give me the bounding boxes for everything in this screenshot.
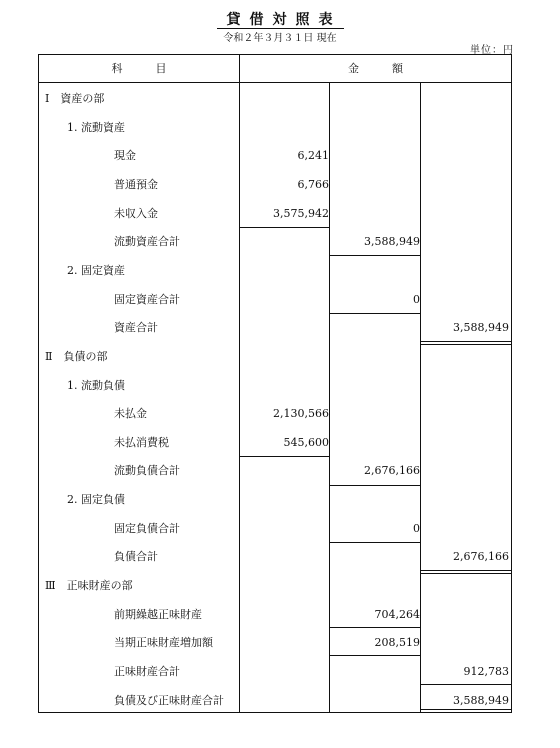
row-label: Ⅱ 負債の部 [45, 349, 108, 363]
table-row [39, 286, 511, 314]
table-row [39, 257, 511, 285]
amount-c1 [241, 286, 329, 314]
table-header [39, 55, 511, 83]
amount-c3: 912,783 [463, 665, 509, 678]
row-label: 未払金 [114, 407, 147, 421]
amount-c1: 6,766 [297, 177, 329, 191]
amount-c1 [241, 257, 329, 285]
amount-c3 [421, 257, 509, 285]
table-row [39, 85, 511, 113]
row-label: 正味財産合計 [114, 665, 180, 678]
amount-c2 [330, 314, 420, 342]
amount-c1 [241, 515, 329, 543]
amount-c1 [241, 572, 329, 600]
amount-c2 [330, 486, 420, 514]
amount-c2 [330, 658, 420, 686]
table-row [39, 114, 511, 142]
row-label: Ⅲ 正味財産の部 [45, 579, 133, 593]
amount-c3 [421, 572, 509, 600]
table-row [39, 142, 511, 170]
amount-c2 [330, 171, 420, 199]
amount-c2: 704,264 [374, 607, 420, 621]
amount-c1 [241, 687, 329, 715]
amount-c3 [421, 429, 509, 457]
amount-c3 [421, 171, 509, 199]
amount-c3: 2,676,166 [453, 550, 509, 564]
amount-c3 [421, 457, 509, 485]
amount-c2: 0 [413, 521, 420, 535]
amount-c2 [330, 114, 420, 142]
amount-c1 [241, 228, 329, 256]
row-label: 流動負債合計 [114, 464, 180, 478]
row-label: 資産合計 [114, 321, 158, 335]
table-row [39, 572, 511, 600]
header-account: 科 目 [111, 62, 167, 75]
amount-c2: 3,588,949 [364, 235, 420, 249]
row-label: 固定資産合計 [114, 292, 180, 306]
amount-c1 [241, 629, 329, 657]
row-label: 2. 固定資産 [67, 263, 125, 277]
amount-c1 [241, 457, 329, 485]
table-row [39, 457, 511, 485]
amount-c3 [421, 85, 509, 113]
amount-c2 [330, 572, 420, 600]
amount-c1 [241, 85, 329, 113]
row-label: 未払消費税 [114, 435, 169, 449]
amount-c3 [421, 629, 509, 657]
amount-c1 [241, 114, 329, 142]
row-label: 前期繰越正味財産 [114, 607, 202, 621]
row-label: 未収入金 [114, 206, 158, 220]
amount-c1 [241, 343, 329, 371]
amount-c2 [330, 543, 420, 571]
row-label: 2. 固定負債 [67, 493, 125, 507]
amount-c3 [421, 142, 509, 170]
table-row [39, 658, 511, 686]
table-row [39, 429, 511, 457]
table-row [39, 687, 511, 715]
amount-c1 [241, 372, 329, 400]
table-row [39, 343, 511, 371]
amount-c3: 3,588,949 [453, 321, 509, 335]
amount-c2 [330, 142, 420, 170]
table-row [39, 171, 511, 199]
amount-c2: 2,676,166 [364, 464, 420, 478]
amount-c2: 208,519 [374, 636, 420, 650]
amount-c3 [421, 343, 509, 371]
row-label: 1. 流動負債 [67, 378, 125, 392]
amount-c1: 6,241 [297, 149, 329, 163]
table-row [39, 400, 511, 428]
row-label: 固定負債合計 [114, 521, 180, 535]
header-amount: 金 額 [348, 62, 403, 75]
amount-c3 [421, 372, 509, 400]
amount-c2 [330, 343, 420, 371]
table-row [39, 515, 511, 543]
amount-c2 [330, 687, 420, 715]
row-label: 普通預金 [114, 177, 158, 191]
amount-c1: 3,575,942 [273, 206, 329, 220]
amount-c3 [421, 486, 509, 514]
amount-c1 [241, 543, 329, 571]
amount-c1: 2,130,566 [273, 407, 329, 421]
table-row [39, 228, 511, 256]
amount-c3 [421, 400, 509, 428]
amount-c3 [421, 200, 509, 228]
amount-c3 [421, 114, 509, 142]
document-title: 貸借対照表 [0, 12, 560, 29]
amount-c2 [330, 257, 420, 285]
amount-c1 [241, 314, 329, 342]
amount-c3 [421, 228, 509, 256]
table-row [39, 543, 511, 571]
row-label: 現金 [114, 149, 136, 163]
amount-c3: 3,588,949 [453, 693, 509, 707]
table-row [39, 314, 511, 342]
row-label: 負債合計 [114, 550, 158, 564]
report-date: 令和２年３月３１日 現在 [223, 33, 337, 44]
table-row [39, 200, 511, 228]
balance-sheet-table [38, 54, 512, 713]
table-row [39, 629, 511, 657]
amount-c2: 0 [413, 292, 420, 306]
amount-c2 [330, 429, 420, 457]
amount-c3 [421, 286, 509, 314]
amount-c2 [330, 400, 420, 428]
amount-c1 [241, 486, 329, 514]
amount-c2 [330, 85, 420, 113]
row-label: 当期正味財産増加額 [114, 636, 213, 650]
row-label: Ⅰ 資産の部 [45, 92, 105, 105]
table-row [39, 486, 511, 514]
row-label: 流動資産合計 [114, 235, 180, 249]
amount-c3 [421, 601, 509, 629]
table-row [39, 601, 511, 629]
table-row [39, 372, 511, 400]
amount-c2 [330, 372, 420, 400]
amount-c1 [241, 601, 329, 629]
amount-c1 [241, 658, 329, 686]
amount-c2 [330, 200, 420, 228]
unit-label: 単位：円 [470, 45, 514, 56]
amount-c3 [421, 515, 509, 543]
row-label: 1. 流動資産 [67, 120, 125, 134]
row-label: 負債及び正味財産合計 [114, 693, 224, 707]
amount-c1: 545,600 [283, 435, 329, 449]
